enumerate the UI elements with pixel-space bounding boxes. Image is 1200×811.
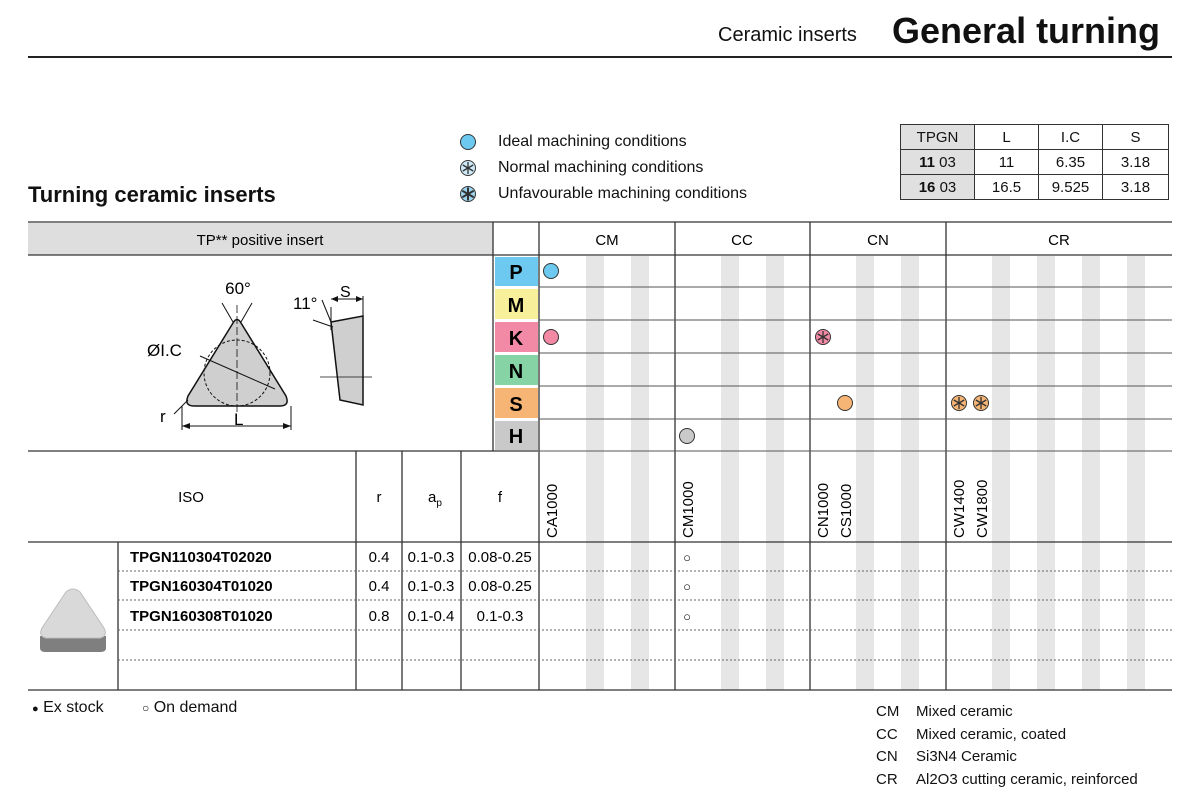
normal-asterisk-icon	[974, 396, 989, 411]
grade-cm1000: CM1000	[680, 481, 697, 538]
abbrev-text: Mixed ceramic, coated	[916, 725, 1067, 743]
row-ap: 0.1-0.4	[407, 608, 455, 625]
ex-stock-label: Ex stock	[43, 699, 104, 716]
dim-s: 3.18	[1103, 150, 1169, 175]
group-header-cm: CM	[595, 232, 619, 249]
dim-header-s: S	[1103, 125, 1169, 150]
dim-ic: 6.35	[1039, 150, 1103, 175]
dim-header-tpgn: TPGN	[901, 125, 975, 150]
row-availability: ○	[683, 550, 691, 565]
legend-ideal-label: Ideal machining conditions	[498, 133, 687, 150]
abbrev-code: CM	[876, 703, 900, 720]
abbrev-code: CC	[876, 725, 898, 743]
col-header-r: r	[376, 489, 382, 506]
insert-3d-icon	[40, 589, 106, 652]
legend-unfavourable-label: Unfavourable machining conditions	[498, 185, 748, 202]
dim-code-thickness: 03	[935, 153, 956, 171]
grade-cw1400: CW1400	[951, 479, 968, 538]
diagram-angle-11: 11°	[293, 294, 318, 313]
row-f: 0.1-0.3	[476, 608, 524, 625]
abbrev-code: CN	[876, 748, 898, 765]
row-r: 0.4	[368, 549, 390, 566]
col-header-ap	[428, 489, 442, 509]
material-letters	[495, 257, 538, 450]
material-p-letter: P	[509, 262, 523, 284]
dim-code-size: 16	[918, 178, 936, 196]
material-k-letter: K	[508, 328, 524, 350]
row-ap: 0.1-0.3	[407, 578, 455, 595]
diagram-ic-label: ØI.C	[147, 341, 182, 360]
row-f: 0.08-0.25	[468, 549, 532, 566]
header-title: General turning	[892, 10, 1161, 51]
normal-asterisk-icon	[816, 330, 831, 345]
ideal-circle-icon	[544, 330, 559, 345]
dim-code-thickness: 03	[935, 178, 957, 196]
row-iso: TPGN160308T01020	[130, 608, 273, 625]
dim-l: 16.5	[975, 175, 1039, 200]
diagram-s-label: S	[340, 284, 351, 301]
row-availability: ○	[683, 609, 691, 624]
product-rows	[130, 549, 691, 625]
row-iso: TPGN160304T01020	[130, 578, 273, 595]
row-r: 0.4	[368, 578, 390, 595]
dim-code-size: 11	[919, 153, 935, 171]
diagram-angle-60: 60°	[225, 279, 251, 298]
col-header-ap-main: a	[428, 489, 437, 506]
material-s-letter: S	[509, 394, 523, 416]
col-header-ap-sub: p	[436, 498, 442, 509]
ideal-circle-icon	[544, 264, 559, 279]
grade-cn1000: CN1000	[815, 482, 832, 538]
group-header-cn: CN	[867, 232, 889, 249]
grade-abbreviations	[876, 701, 1138, 791]
grade-column-stripes	[586, 256, 1145, 690]
dim-ic: 9.525	[1039, 175, 1103, 200]
material-h-letter: H	[508, 426, 524, 448]
col-header-iso: ISO	[178, 489, 204, 506]
row-ap: 0.1-0.3	[407, 549, 455, 566]
on-demand-label: On demand	[153, 699, 238, 716]
material-m-letter: M	[507, 295, 525, 317]
grade-cw1800: CW1800	[974, 479, 991, 538]
row-f: 0.08-0.25	[468, 578, 532, 595]
material-n-letter: N	[508, 361, 524, 383]
abbrev-text: Mixed ceramic	[916, 703, 1013, 720]
insert-header-label: TP** positive insert	[196, 232, 324, 249]
dim-s: 3.18	[1103, 175, 1169, 200]
row-iso: TPGN110304T02020	[130, 549, 272, 566]
legend-ex-stock	[32, 699, 104, 717]
row-availability: ○	[683, 579, 691, 594]
abbrev-text: Si3N4 Ceramic	[916, 748, 1017, 765]
legend-on-demand	[142, 699, 237, 717]
diagram-l-label: L	[234, 410, 244, 429]
group-header-cc: CC	[731, 232, 753, 249]
abbrev-text: Al2O3 cutting ceramic, reinforced	[916, 770, 1138, 788]
normal-asterisk-icon	[952, 396, 967, 411]
header-subtitle: Ceramic inserts	[718, 24, 857, 46]
ideal-circle-icon	[838, 396, 853, 411]
on-demand-circle-icon: ○	[142, 701, 150, 715]
col-header-f: f	[497, 489, 503, 506]
dim-l: 11	[975, 150, 1039, 175]
insert-top-view-diagram	[174, 303, 291, 430]
diagram-r-label: r	[160, 407, 166, 426]
legend-normal-label: Normal machining conditions	[498, 159, 704, 176]
grade-cs1000: CS1000	[838, 483, 855, 538]
dim-header-l: L	[975, 125, 1039, 150]
grade-ca1000: CA1000	[544, 483, 561, 538]
insert-side-view-diagram	[313, 296, 372, 405]
row-r: 0.8	[368, 608, 390, 625]
ideal-circle-icon	[680, 429, 695, 444]
group-header-cr: CR	[1048, 232, 1070, 249]
ex-stock-dot-icon: ●	[32, 703, 39, 715]
section-title: Turning ceramic inserts	[28, 182, 276, 207]
abbrev-code: CR	[876, 770, 898, 788]
dim-header-ic: I.C	[1039, 125, 1103, 150]
